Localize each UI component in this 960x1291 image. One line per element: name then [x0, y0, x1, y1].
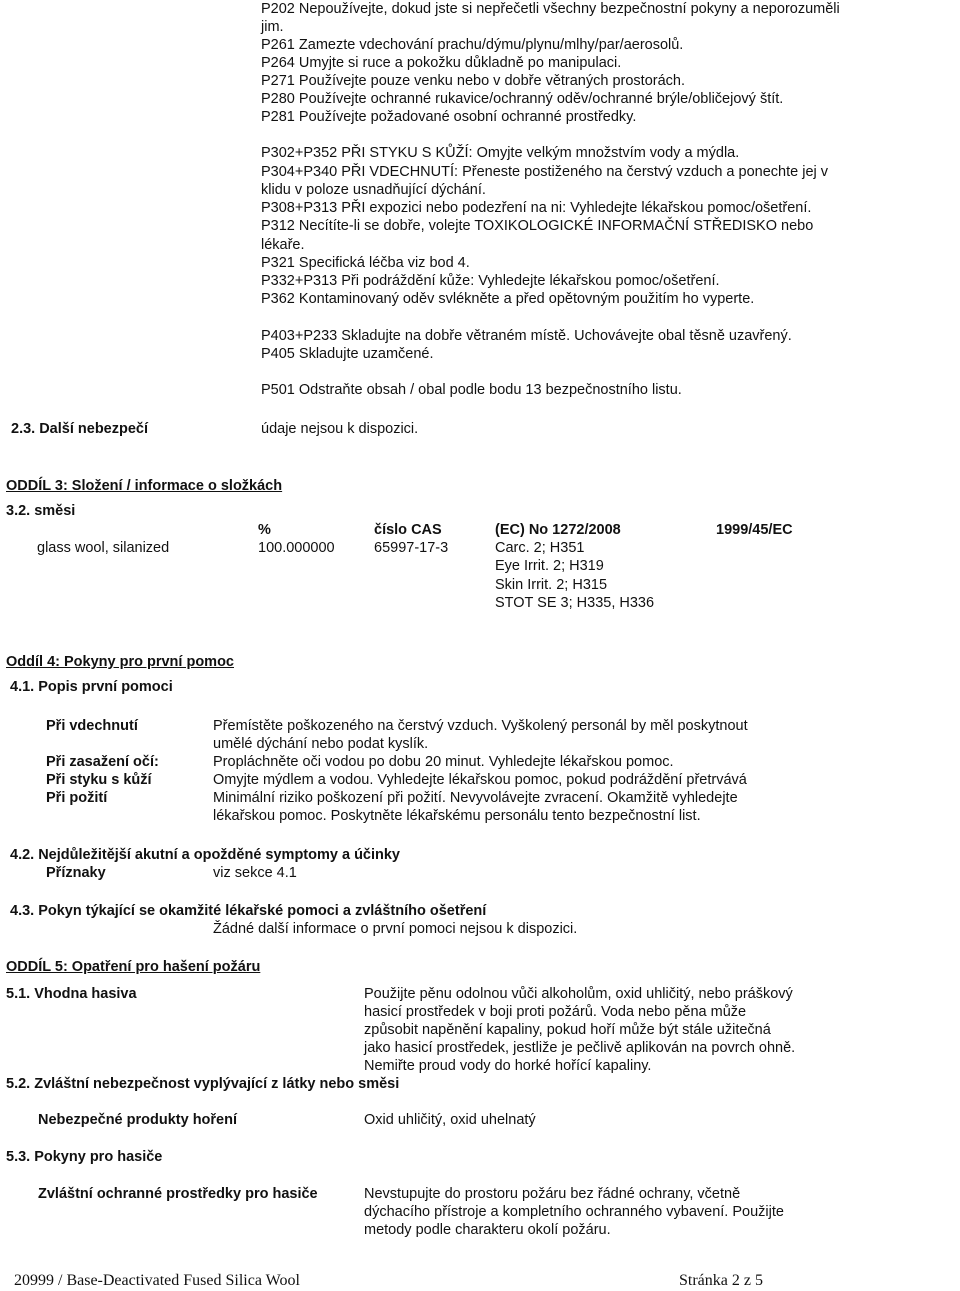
- ingredient-cas: 65997-17-3: [374, 540, 449, 556]
- ingredient-percent: 100.000000: [258, 540, 335, 556]
- precaution-line: P321 Specifická léčba viz bod 4.: [261, 255, 470, 271]
- first-aid-label-eyes: Při zasažení očí:: [46, 754, 159, 770]
- other-hazards-value: údaje nejsou k dispozici.: [261, 421, 419, 437]
- column-header-directive: 1999/45/EC: [716, 522, 793, 538]
- precaution-line: P405 Skladujte uzamčené.: [261, 346, 434, 362]
- precaution-line: P264 Umyjte si ruce a pokožku důkladně po manipulaci.: [261, 55, 622, 71]
- first-aid-label-inhalation: Při vdechnutí: [46, 718, 138, 734]
- column-header-cas: číslo CAS: [374, 522, 442, 538]
- precaution-line: P308+P313 PŘI expozici nebo podezření na ni: Vyhledejte lékařskou pomoc/ošetření.: [261, 200, 812, 216]
- section-4-1-title: 4.1. Popis první pomoci: [10, 679, 173, 695]
- precaution-line: P280 Používejte ochranné rukavice/ochranný oděv/ochranné brýle/obličejový štít.: [261, 91, 784, 107]
- equipment-line: dýchacího přístroje a kompletního ochranného vybavení. Použijte: [364, 1204, 784, 1220]
- precaution-line: P271 Používejte pouze venku nebo v dobře větraných prostorách.: [261, 73, 685, 89]
- extinguishing-line: Použijte pěnu odolnou vůči alkoholům, oxid uhličitý, nebo práškový: [364, 986, 793, 1002]
- precaution-line: P403+P233 Skladujte na dobře větraném místě. Uchovávejte obal těsně uzavřený.: [261, 328, 792, 344]
- section-4-2-title: 4.2. Nejdůležitější akutní a opožděné symptomy a účinky: [10, 847, 400, 863]
- precaution-line: P202 Nepoužívejte, dokud jste si nepřečetli všechny bezpečnostní pokyny a neporozuměli: [261, 1, 840, 17]
- section-3-title: ODDÍL 3: Složení / informace o složkách: [6, 478, 283, 494]
- equipment-line: metody podle charakteru okolí požáru.: [364, 1222, 611, 1238]
- classification-line: Carc. 2; H351: [495, 540, 585, 556]
- classification-line: Skin Irrit. 2; H315: [495, 577, 608, 593]
- footer-page-number: Stránka 2 z 5: [679, 1272, 763, 1289]
- column-header-percent: %: [258, 522, 271, 538]
- precaution-line: P261 Zamezte vdechování prachu/dýmu/plynu/mlhy/par/aerosolů.: [261, 37, 684, 53]
- precaution-line: P281 Používejte požadované osobní ochranné prostředky.: [261, 109, 637, 125]
- precaution-line: P304+P340 PŘI VDECHNUTÍ: Přeneste postiženého na čerstvý vzduch a ponechte jej v: [261, 164, 829, 180]
- section-4-title: Oddíl 4: Pokyny pro první pomoc: [6, 654, 234, 670]
- precaution-line: klidu v poloze usnadňující dýchání.: [261, 182, 486, 198]
- equipment-line: Nevstupujte do prostoru požáru bez řádné ochrany, včetně: [364, 1186, 741, 1202]
- classification-line: Eye Irrit. 2; H319: [495, 558, 604, 574]
- extinguishing-line: Nemiřte proud vody do horké hořící kapaliny.: [364, 1058, 652, 1074]
- first-aid-text: lékařskou pomoc. Poskytněte lékařskému personálu tento bezpečnostní list.: [213, 808, 701, 824]
- first-aid-text: Propláchněte oči vodou po dobu 20 minut. Vyhledejte lékařskou pomoc.: [213, 754, 674, 770]
- combustion-products-value: Oxid uhličitý, oxid uhelnatý: [364, 1112, 536, 1128]
- classification-line: STOT SE 3; H335, H336: [495, 595, 655, 611]
- section-5-3-title: 5.3. Pokyny pro hasiče: [6, 1149, 163, 1165]
- protective-equipment-label: Zvláštní ochranné prostředky pro hasiče: [38, 1186, 318, 1202]
- precaution-line: P362 Kontaminovaný oděv svlékněte a před opětovným použitím ho vyperte.: [261, 291, 755, 307]
- section-4-3-value: Žádné další informace o první pomoci nejsou k dispozici.: [213, 921, 578, 937]
- first-aid-text: Přemístěte poškozeného na čerstvý vzduch. Vyškolený personál by měl poskytnout: [213, 718, 748, 734]
- precaution-line: P332+P313 Při podráždění kůže: Vyhledejte lékařskou pomoc/ošetření.: [261, 273, 720, 289]
- first-aid-text: Omyjte mýdlem a vodou. Vyhledejte lékařskou pomoc, pokud podráždění přetrvává: [213, 772, 747, 788]
- precaution-line: P312 Necítíte-li se dobře, volejte TOXIKOLOGICKÉ INFORMAČNÍ STŘEDISKO nebo: [261, 218, 814, 234]
- section-5-title: ODDÍL 5: Opatření pro hašení požáru: [6, 959, 261, 975]
- precaution-line: lékaře.: [261, 237, 305, 253]
- first-aid-text: umělé dýchání nebo podat kyslík.: [213, 736, 429, 752]
- section-5-2-title: 5.2. Zvláštní nebezpečnost vyplývající z látky nebo směsi: [6, 1076, 400, 1092]
- ingredient-name: glass wool, silanized: [37, 540, 170, 556]
- first-aid-label-skin: Při styku s kůží: [46, 772, 152, 788]
- combustion-products-label: Nebezpečné produkty hoření: [38, 1112, 238, 1128]
- extinguishing-line: hasicí prostředek v boji proti požárů. Voda nebo pěna může: [364, 1004, 747, 1020]
- section-3-subtitle: 3.2. směsi: [6, 503, 76, 519]
- extinguishing-line: způsobit napěnění kapaliny, pokud hoří může být stále užitečná: [364, 1022, 771, 1038]
- other-hazards-label: 2.3. Další nebezpečí: [11, 421, 149, 437]
- symptoms-value: viz sekce 4.1: [213, 865, 297, 881]
- precaution-line: P501 Odstraňte obsah / obal podle bodu 13 bezpečnostního listu.: [261, 382, 682, 398]
- section-5-1-title: 5.1. Vhodna hasiva: [6, 986, 137, 1002]
- first-aid-text: Minimální riziko poškození při požití. Nevyvolávejte zvracení. Okamžitě vyhledejte: [213, 790, 738, 806]
- extinguishing-line: jako hasicí prostředek, jestliže je pečlivě aplikován na povrch ohně.: [364, 1040, 796, 1056]
- first-aid-label-ingestion: Při požití: [46, 790, 108, 806]
- section-4-3-title: 4.3. Pokyn týkající se okamžité lékařské pomoci a zvláštního ošetření: [10, 903, 487, 919]
- precaution-line: jim.: [261, 19, 284, 35]
- footer-document-name: 20999 / Base-Deactivated Fused Silica Wool: [14, 1272, 300, 1289]
- column-header-ec: (EC) No 1272/2008: [495, 522, 621, 538]
- symptoms-label: Příznaky: [46, 865, 106, 881]
- precaution-line: P302+P352 PŘI STYKU S KŮŽÍ: Omyjte velkým množstvím vody a mýdla.: [261, 145, 740, 161]
